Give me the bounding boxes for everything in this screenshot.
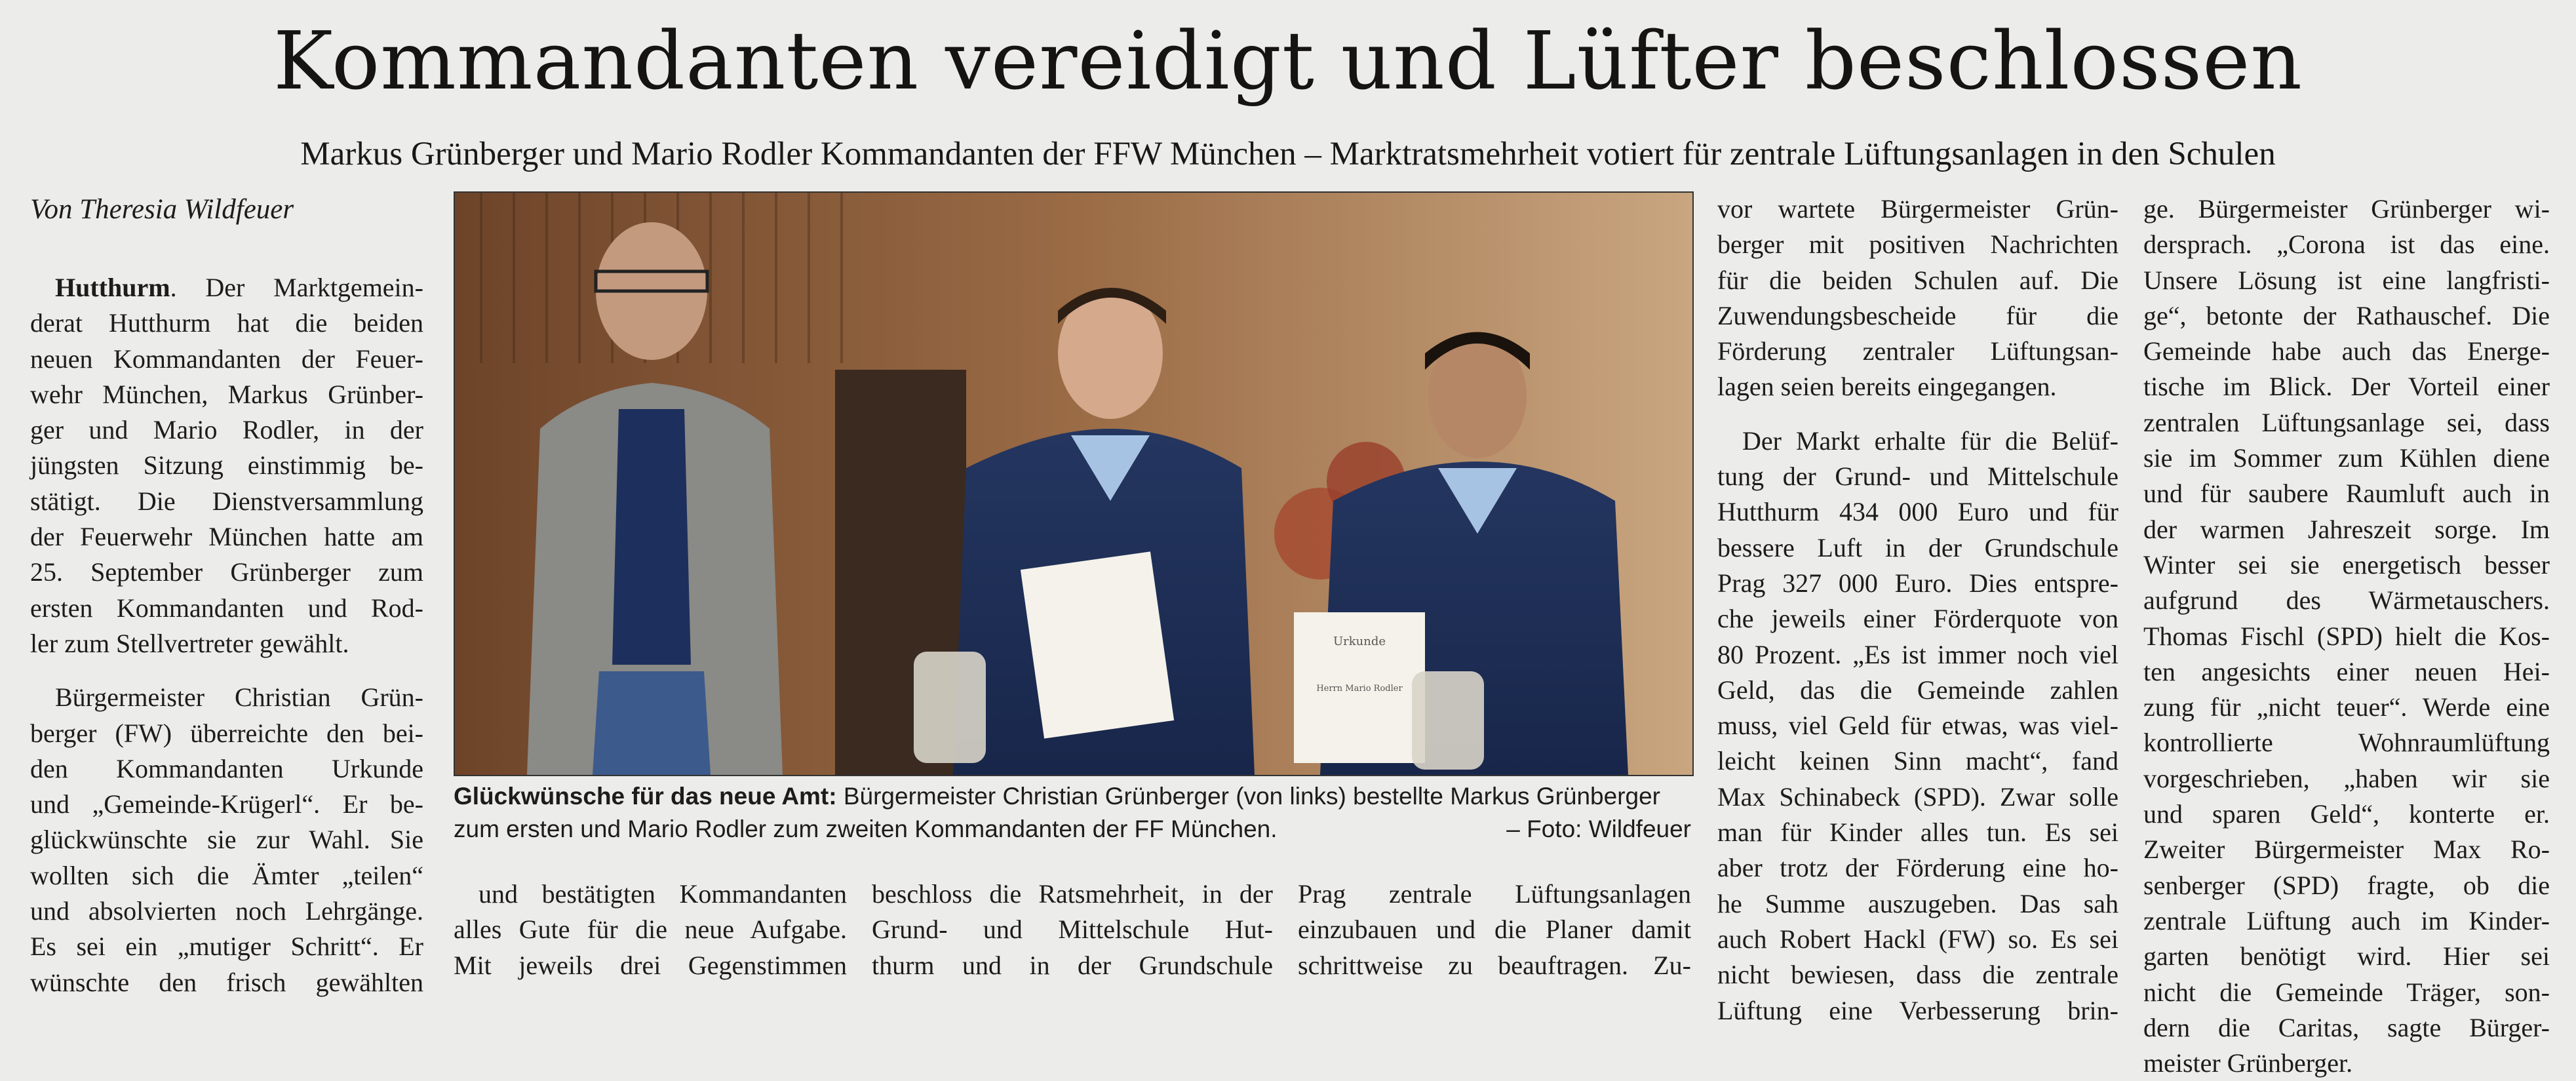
text-line: ger und Mario Rodler, in der bbox=[30, 415, 423, 445]
text-line: wünschte den frisch gewählten bbox=[30, 967, 423, 997]
text-line: Lüftung eine Verbesserung brin- bbox=[1717, 995, 2118, 1025]
text-line: nicht bewiesen, dass die zentrale bbox=[1717, 960, 2118, 990]
text-line: einzubauen und die Planer damit bbox=[1298, 914, 1691, 945]
article-column-2 bbox=[454, 876, 847, 983]
text-line: und für saubere Raumluft auch in bbox=[2143, 479, 2550, 509]
headline: Kommandanten vereidigt und Lüfter beschlossen bbox=[273, 14, 2303, 108]
caption-text-2: zum ersten und Mario Rodler zum zweiten Kommandanten der FF München. bbox=[454, 816, 1278, 842]
text-line: aufgrund des Wärmetauschers. bbox=[2143, 585, 2550, 616]
text-line: alles Gute für die neue Aufgabe. bbox=[454, 914, 847, 945]
text-line: Mit jeweils drei Gegenstimmen bbox=[454, 950, 847, 980]
text-line: ge“, betonte der Rathauschef. Die bbox=[2143, 300, 2550, 330]
byline: Von Theresia Wildfeuer bbox=[30, 194, 294, 225]
text-line: auch Robert Hackl (FW) so. Es sei bbox=[1717, 924, 2118, 954]
text-line: Hutthurm 434 000 Euro und für bbox=[1717, 497, 2118, 527]
text-line: tung der Grund- und Mittelschule bbox=[1717, 462, 2118, 492]
certificate-label: Urkunde bbox=[1333, 635, 1386, 648]
text-line: beschloss die Ratsmehrheit, in der bbox=[872, 879, 1273, 909]
text-line: Förderung zentraler Lüftungsan- bbox=[1717, 336, 2118, 366]
text-line: den Kommandanten Urkunde bbox=[30, 753, 423, 783]
text-line: Zuwendungsbescheide für die bbox=[1717, 300, 2118, 330]
text-line: tische im Blick. Der Vorteil einer bbox=[2143, 372, 2550, 402]
text-line: der Feuerwehr München hatte am bbox=[30, 522, 423, 552]
text-line: Prag zentrale Lüftungsanlagen bbox=[1298, 879, 1691, 909]
text-line: Grund- und Mittelschule Hut- bbox=[872, 914, 1273, 945]
text-line: Der Markt erhalte für die Belüf- bbox=[1742, 425, 2118, 456]
text-line: senberger (SPD) fragte, ob die bbox=[2143, 870, 2550, 900]
text-line: schrittweise zu beauftragen. Zu- bbox=[1298, 950, 1691, 980]
text-line: Gemeinde habe auch das Energe- bbox=[2143, 336, 2550, 366]
text-line: ersten Kommandanten und Rod- bbox=[30, 593, 423, 623]
text-line: bessere Luft in der Grundschule bbox=[1717, 532, 2118, 562]
article-photo bbox=[454, 191, 1694, 776]
text-line: ge. Bürgermeister Grünberger wi- bbox=[2143, 194, 2550, 224]
text-line: thurm und in der Grundschule bbox=[872, 950, 1273, 980]
paragraph-gap bbox=[1717, 405, 2118, 423]
text-line: dern die Caritas, sagte Bürger- bbox=[2143, 1012, 2550, 1042]
text-line: Unsere Lösung ist eine langfristi- bbox=[2143, 265, 2550, 295]
text-line: und bestätigten Kommandanten bbox=[478, 879, 847, 909]
text-line: der warmen Jahreszeit sorge. Im bbox=[2143, 514, 2550, 544]
text-line: jüngsten Sitzung einstimmig be- bbox=[30, 450, 423, 481]
text-line: kontrollierte Wohnraumlüftung bbox=[2143, 728, 2550, 758]
text-line: zentrale Lüftung auch im Kinder- bbox=[2143, 905, 2550, 935]
text-line: berger (FW) überreichte den bei- bbox=[30, 718, 423, 748]
text-line: und „Gemeinde-Krügerl“. Er be- bbox=[30, 789, 423, 819]
text-line: lagen seien bereits eingegangen. bbox=[1717, 372, 2057, 402]
text-line: Zweiter Bürgermeister Max Ro- bbox=[2143, 835, 2550, 865]
text-line: sie im Sommer zum Kühlen diene bbox=[2143, 443, 2550, 473]
text-line: Geld, das die Gemeinde zahlen bbox=[1717, 675, 2118, 705]
text-line: Es sei ein „mutiger Schritt“. Er bbox=[30, 932, 423, 962]
text-line: glückwünschte sie zur Wahl. Sie bbox=[30, 825, 423, 855]
text-line: meister Grünberger. bbox=[2143, 1048, 2353, 1078]
text-line: 80 Prozent. „Es ist immer noch viel bbox=[1717, 639, 2118, 669]
text-line: he Summe auszugeben. Das sah bbox=[1717, 888, 2118, 918]
text-line: leicht keinen Sinn macht“, fand bbox=[1717, 746, 2118, 776]
text-line: wollten sich die Ämter „teilen“ bbox=[30, 860, 423, 890]
text-line: man für Kinder alles tun. Es sei bbox=[1717, 817, 2118, 848]
text-line: zentralen Lüftungsanlage sei, dass bbox=[2143, 407, 2550, 437]
caption-text-1: Bürgermeister Christian Grünberger (von links) bestellte Markus Grünberger bbox=[836, 783, 1661, 810]
article-column-1 bbox=[30, 270, 423, 1000]
caption-lead: Glückwünsche für das neue Amt: bbox=[454, 783, 837, 810]
text-line: che jeweils einer Förderquote von bbox=[1717, 604, 2118, 634]
text-line: 25. September Grünberger zum bbox=[30, 557, 423, 587]
lead-word: Hutthurm bbox=[55, 273, 170, 302]
photo-caption bbox=[454, 780, 1691, 846]
text-line: muss, viel Geld für etwas, was viel- bbox=[1717, 711, 2118, 741]
text-line: und sparen Geld“, konterte er. bbox=[2143, 799, 2550, 829]
certificate bbox=[1021, 551, 1174, 738]
article-column-3 bbox=[872, 876, 1273, 983]
text-line: vor wartete Bürgermeister Grün- bbox=[1717, 194, 2118, 224]
certificate-name: Herrn Mario Rodler bbox=[1316, 684, 1403, 694]
text-line: und absolvierten noch Lehrgänge. bbox=[30, 896, 423, 926]
text-line: ler zum Stellvertreter gewählt. bbox=[30, 628, 349, 658]
text-line: Thomas Fischl (SPD) hielt die Kos- bbox=[2143, 621, 2550, 651]
text-line: garten benötigt wird. Hier sei bbox=[2143, 941, 2550, 972]
photo-illustration bbox=[455, 193, 1692, 775]
text-line: zung für „nicht teuer“. Werde eine bbox=[2143, 692, 2550, 722]
text-line: ten angesichts einer neuen Hei- bbox=[2143, 656, 2550, 686]
text-line: Prag 327 000 Euro. Dies entspre- bbox=[1717, 568, 2118, 598]
text-line: wehr München, Markus Grünber- bbox=[30, 379, 423, 409]
text-line: neuen Kommandanten der Feuer- bbox=[30, 344, 423, 374]
text-line: derat Hutthurm hat die beiden bbox=[30, 308, 423, 338]
subheadline: Markus Grünberger und Mario Rodler Kommandanten der FFW München – Marktratsmehrheit votiert für zentrale Lüftungsanlagen in den Schulen bbox=[300, 136, 2276, 172]
text-line: Hutthurm. Der Marktgemein- bbox=[55, 273, 423, 302]
text-line: nicht die Gemeinde Träger, son- bbox=[2143, 977, 2550, 1007]
photo-credit: – Foto: Wildfeuer bbox=[1506, 816, 1691, 842]
text-line: vorgeschrieben, „haben wir sie bbox=[2143, 763, 2550, 793]
article-column-6 bbox=[2143, 191, 2550, 1081]
text-line: Bürgermeister Christian Grün- bbox=[55, 682, 423, 713]
text-line: aber trotz der Förderung eine ho- bbox=[1717, 853, 2118, 883]
paragraph-gap bbox=[30, 661, 423, 680]
text-line: dersprach. „Corona ist das eine. bbox=[2143, 229, 2550, 260]
text-line: für die beiden Schulen auf. Die bbox=[1717, 265, 2118, 295]
article-column-4 bbox=[1298, 876, 1691, 983]
text-line: stätigt. Die Dienstversammlung bbox=[30, 486, 423, 516]
text-line: Winter sei sie energetisch besser bbox=[2143, 549, 2550, 580]
text-line: Max Schinabeck (SPD). Zwar solle bbox=[1717, 781, 2118, 812]
text-line: berger mit positiven Nachrichten bbox=[1717, 229, 2118, 260]
article-column-5 bbox=[1717, 191, 2118, 1029]
